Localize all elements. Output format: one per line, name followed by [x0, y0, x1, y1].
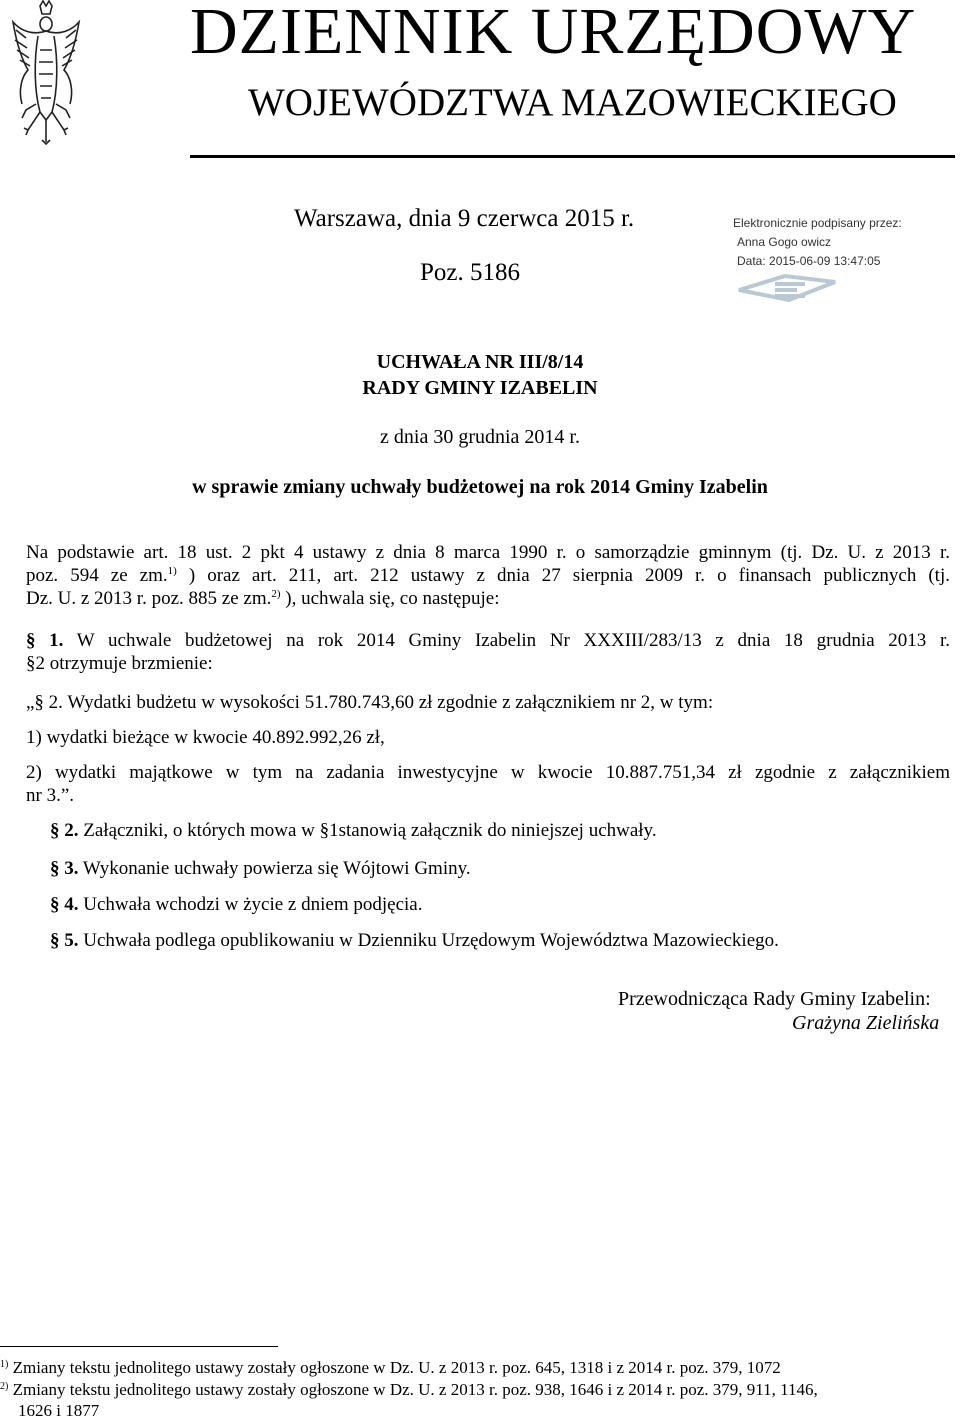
footnote-ref-1: 1): [167, 565, 177, 577]
resolution-issuer: RADY GMINY IZABELIN: [362, 377, 598, 399]
footnote-ref-2: 2): [271, 588, 281, 600]
preamble-line-3: [26, 587, 950, 610]
expense-item-1: 1) wydatki bieżące w kwocie 40.892.992,26 zł,: [26, 727, 385, 748]
paragraph-1-line-1: [26, 629, 950, 652]
footnote-text: Zmiany tekstu jednolitego ustawy zostały ogłoszone w Dz. U. z 2013 r. poz. 645, 1318 i z 2014 r. poz. 379, 1072: [8, 1358, 781, 1377]
section-number: § 1.: [26, 630, 64, 651]
footnote-mark: 1): [0, 1359, 9, 1370]
expense-item-2-line-1: 2) wydatki majątkowe w tym na zadania inwestycyjne w kwocie 10.887.751,34 zł zgodnie z załącznikiem: [26, 762, 950, 783]
section-number: § 3.: [50, 858, 79, 879]
expense-item-2-line-2: nr 3.”.: [26, 785, 75, 806]
journal-title: DZIENNIK URZĘDOWY: [190, 0, 917, 68]
resolution-subject: w sprawie zmiany uchwały budżetowej na rok 2014 Gminy Izabelin: [192, 476, 768, 498]
paragraph-5: [50, 929, 960, 952]
paragraph-3: [50, 857, 960, 880]
section-text: Uchwała podlega opublikowaniu w Dzienniku Urzędowym Województwa Mazowieckiego.: [78, 930, 779, 951]
preamble-line-2: [26, 564, 950, 587]
expense-item-2: [26, 761, 950, 807]
e-signature-mark-icon: [735, 272, 840, 304]
section-text: W uchwale budżetowej na rok 2014 Gminy Izabelin Nr XXXIII/283/13 z dnia 18 grudnia 2013 r.: [63, 630, 951, 651]
signatory-role: Przewodnicząca Rady Gminy Izabelin:: [618, 988, 931, 1010]
footnote-rule: [0, 1346, 278, 1347]
signatory-name: Grażyna Zielińska: [792, 1012, 940, 1034]
paragraph-1-line-2: §2 otrzymuje brzmienie:: [26, 653, 213, 674]
resolution-number: UCHWAŁA NR III/8/14: [376, 351, 584, 373]
footnote-1: [0, 1357, 781, 1379]
publication-date: Warszawa, dnia 9 czerwca 2015 r.: [294, 205, 635, 232]
position-number: Poz. 5186: [420, 259, 520, 286]
preamble-text: poz. 594 ze zm.: [26, 565, 168, 586]
section-number: § 5.: [50, 930, 79, 951]
footnote-2: [0, 1379, 818, 1401]
signature-label: Elektronicznie podpisany przez:: [733, 216, 902, 230]
preamble-text: ), uchwala się, co następuje:: [280, 588, 500, 609]
signature-date: Data: 2015-06-09 13:47:05: [737, 254, 881, 268]
section-text: Załączniki, o których mowa w §1stanowią załącznik do niniejszej uchwały.: [78, 820, 657, 841]
section-text: Uchwała wchodzi w życie z dniem podjęcia.: [78, 894, 423, 915]
preamble-text: Dz. U. z 2013 r. poz. 885 ze zm.: [26, 588, 272, 609]
preamble-line-1: Na podstawie art. 18 ust. 2 pkt 4 ustawy z dnia 8 marca 1990 r. o samorządzie gminnym (tj. Dz. U. z 2013 r.: [26, 542, 950, 563]
footnote-2-continuation: 1626 i 1877: [18, 1401, 100, 1420]
header-rule: [190, 155, 955, 158]
paragraph-4: [50, 893, 960, 916]
resolution-header: [0, 349, 960, 401]
paragraph-2: [50, 819, 960, 842]
polish-eagle-icon: [10, 0, 82, 148]
electronic-signature-box: [733, 214, 902, 271]
preamble: [26, 541, 950, 610]
quoted-section-2: „§ 2. Wydatki budżetu w wysokości 51.780.743,60 zł zgodnie z załącznikiem nr 2, w tym:: [26, 692, 714, 713]
section-text: Wykonanie uchwały powierza się Wójtowi Gminy.: [78, 858, 471, 879]
signature-signer: Anna Gogo owicz: [737, 235, 832, 249]
preamble-text: ) oraz art. 211, art. 212 ustawy z dnia 27 sierpnia 2009 r. o finansach publicznych (tj.: [176, 565, 950, 586]
footnote-text: Zmiany tekstu jednolitego ustawy zostały ogłoszone w Dz. U. z 2013 r. poz. 938, 1646 i z 2014 r. poz. 379, 911, 1146,: [8, 1380, 818, 1399]
resolution-date: z dnia 30 grudnia 2014 r.: [380, 426, 580, 448]
section-number: § 2.: [50, 820, 79, 841]
journal-subtitle: WOJEWÓDZTWA MAZOWIECKIEGO: [248, 81, 897, 124]
paragraph-1: [26, 629, 950, 675]
section-number: § 4.: [50, 894, 79, 915]
footnote-mark: 2): [0, 1381, 9, 1392]
